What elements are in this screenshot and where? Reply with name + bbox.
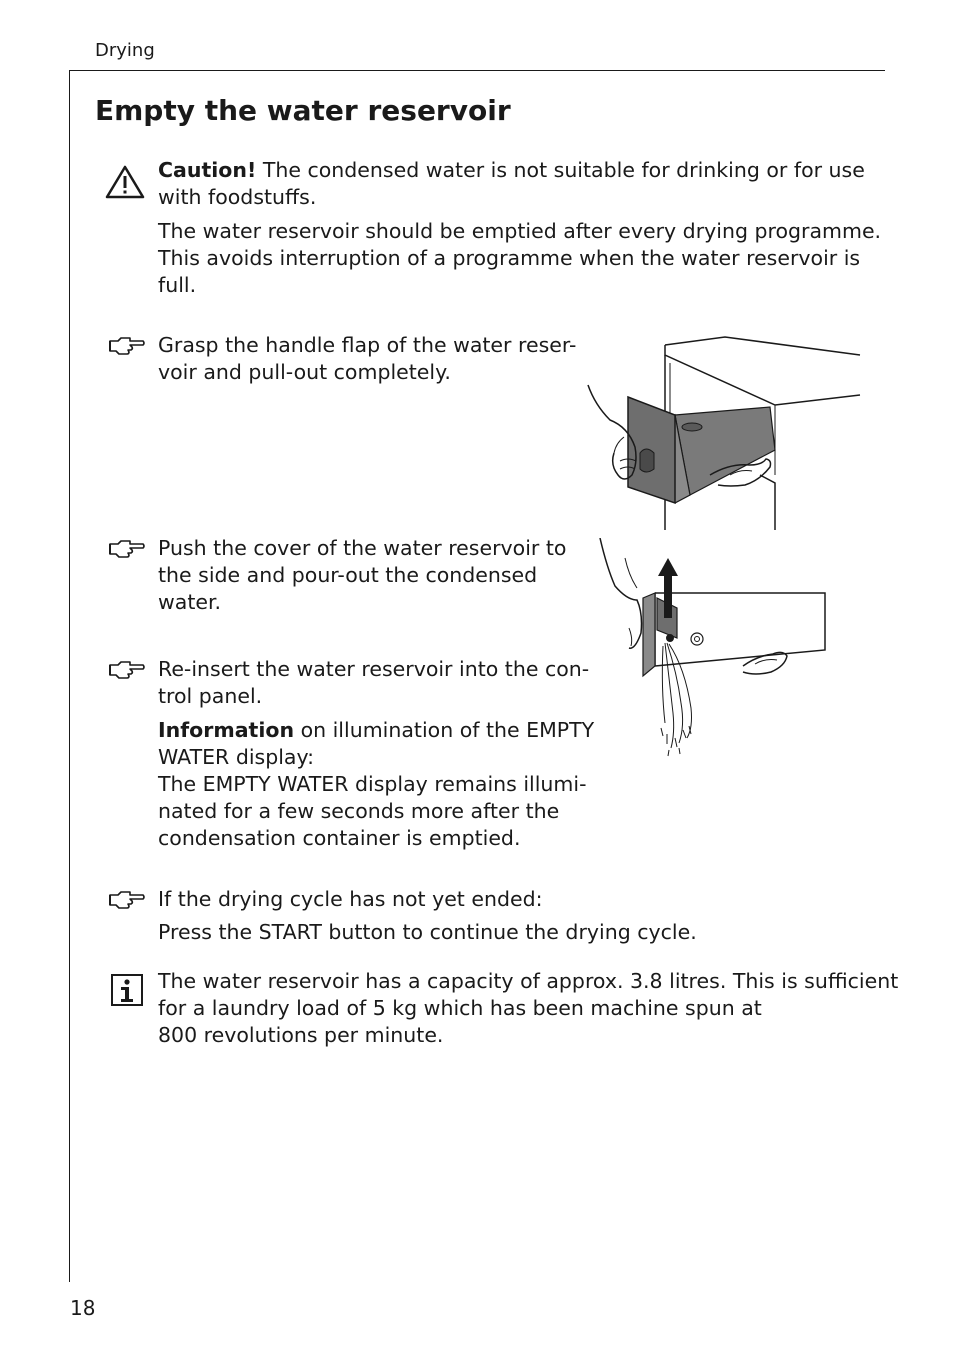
intro-line-3: full. <box>158 273 197 297</box>
pointing-hand-icon <box>108 538 146 560</box>
caution-line-2: with foodstuffs. <box>158 185 317 209</box>
pointing-hand-icon <box>108 889 146 911</box>
pour-out-water-illustration <box>595 538 830 760</box>
page-number: 18 <box>70 1296 96 1320</box>
step-2-line-2: the side and pour-out the condensed <box>158 563 538 587</box>
information-line-3: The EMPTY WATER display remains illumi- <box>158 772 587 796</box>
note-line-1: The water reservoir has a capacity of approx. 3.8 litres. This is sufficient <box>158 969 899 993</box>
step-1-text <box>158 332 576 386</box>
warning-triangle-icon <box>105 165 145 199</box>
page-title: Empty the water reservoir <box>95 94 511 127</box>
step-2-line-3: water. <box>158 590 222 614</box>
step-3-line-2: trol panel. <box>158 684 263 708</box>
info-icon <box>110 973 144 1007</box>
caution-label: Caution! <box>158 158 257 182</box>
step-4-text <box>158 886 697 946</box>
information-line-5: condensation container is emptied. <box>158 826 521 850</box>
reservoir-pull-out-illustration <box>580 335 865 535</box>
step-1-line-2: voir and pull-out completely. <box>158 360 451 384</box>
margin-rule <box>69 70 70 1282</box>
step-2-line-1: Push the cover of the water reservoir to <box>158 536 567 560</box>
note-line-3: 800 revolutions per minute. <box>158 1023 444 1047</box>
header-divider <box>69 70 885 71</box>
step-4-line-1: If the drying cycle has not yet ended: <box>158 887 543 911</box>
step-4-line-2: Press the START button to continue the drying cycle. <box>158 920 697 944</box>
pointing-hand-icon <box>108 659 146 681</box>
information-line-2: WATER display: <box>158 745 315 769</box>
information-line-4: nated for a few seconds more after the <box>158 799 560 823</box>
step-3-line-1: Re-insert the water reservoir into the con- <box>158 657 590 681</box>
intro-line-1: The water reservoir should be emptied after every drying programme. <box>158 219 882 243</box>
capacity-note <box>158 968 898 1049</box>
step-2-text <box>158 535 566 616</box>
caution-paragraph <box>158 157 865 211</box>
intro-paragraph <box>158 218 881 299</box>
caution-text: The condensed water is not suitable for drinking or for use <box>256 158 865 182</box>
information-label: Information <box>158 718 295 742</box>
information-text: on illumination of the EMPTY <box>294 718 595 742</box>
step-3-text <box>158 656 589 710</box>
step-1-line-1: Grasp the handle flap of the water reser- <box>158 333 577 357</box>
information-paragraph <box>158 717 594 852</box>
section-header: Drying <box>95 40 155 61</box>
information-line-1 <box>158 717 594 744</box>
pointing-hand-icon <box>108 335 146 357</box>
note-line-2: for a laundry load of 5 kg which has been machine spun at <box>158 996 762 1020</box>
caution-line-1 <box>158 157 865 184</box>
intro-line-2: This avoids interruption of a programme when the water reservoir is <box>158 246 861 270</box>
